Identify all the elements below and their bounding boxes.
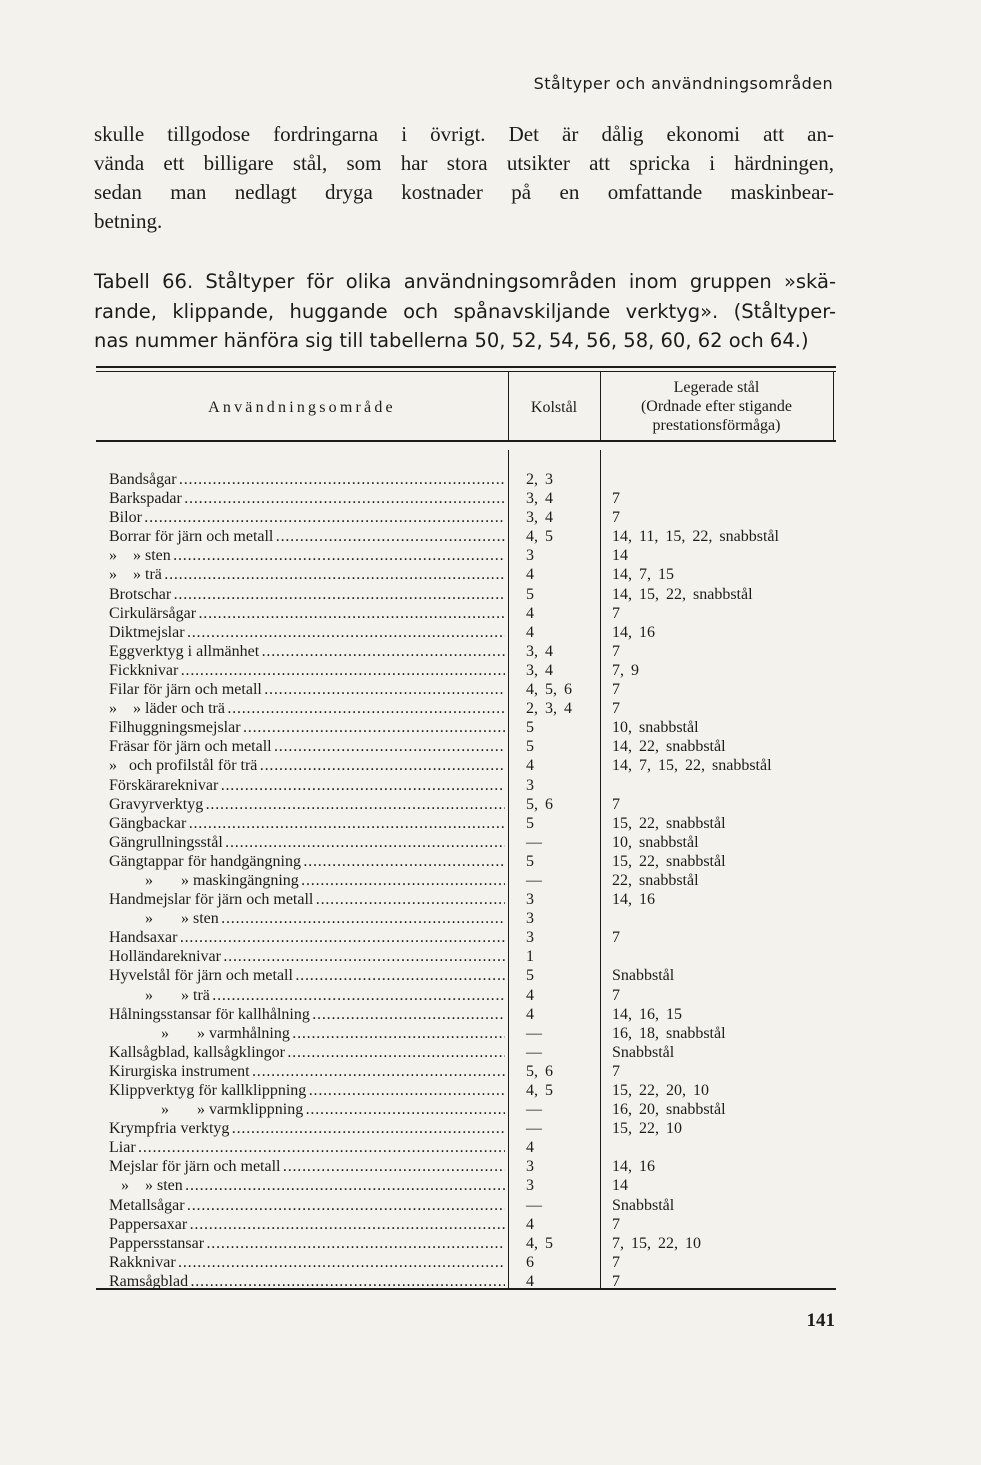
row-name: Metallsågar . . .: [109, 1196, 505, 1215]
row-legerade: 7: [612, 1215, 620, 1233]
row-kolstal: 6: [526, 1253, 534, 1271]
table-row: [96, 546, 836, 565]
row-legerade: 7: [612, 681, 620, 699]
row-legerade: 14, 16: [612, 1158, 655, 1176]
row-name: Fickknivar . . .: [109, 661, 505, 680]
row-legerade: 7: [612, 929, 620, 947]
row-legerade: 7: [612, 1272, 620, 1290]
row-kolstal: 3: [526, 1177, 534, 1195]
top-rule-thick: [96, 366, 836, 368]
row-legerade: 14, 16: [612, 623, 655, 641]
table-row: [96, 947, 836, 966]
row-legerade: 10, snabbstål: [612, 833, 699, 851]
row-name: Gängtappar för handgängning . . .: [109, 852, 505, 871]
row-kolstal: 4: [526, 1139, 534, 1157]
intro-line: betning.: [94, 209, 163, 233]
row-legerade: 7: [612, 1253, 620, 1271]
row-name: Gängbackar . . .: [109, 814, 505, 833]
row-legerade: 7: [612, 642, 620, 660]
intro-line: vända ett billigare stål, som har stora utsikter att spricka i härdningen,: [94, 151, 834, 175]
table-row: [96, 1215, 836, 1234]
intro-line: sedan man nedlagt dryga kostnader på en omfattande maskinbear-: [94, 180, 834, 204]
row-name: Eggverktyg i allmänhet . . .: [109, 642, 505, 661]
row-kolstal: 5: [526, 738, 534, 756]
steel-types-table: [96, 366, 836, 1290]
row-legerade: 7, 9: [612, 661, 639, 679]
row-name: Gravyrverktyg . . .: [109, 795, 505, 814]
row-kolstal: 3: [526, 929, 534, 947]
row-kolstal: 2, 3, 4: [526, 700, 572, 718]
row-legerade: 14, 22, snabbstål: [612, 738, 726, 756]
row-legerade: 7: [612, 509, 620, 527]
table-row: [96, 527, 836, 546]
row-kolstal: 3, 4: [526, 642, 553, 660]
row-name: Borrar för järn och metall . . .: [109, 527, 505, 546]
row-name: Krympfria verktyg . . .: [109, 1119, 505, 1138]
table-row: [96, 756, 836, 775]
row-kolstal: 1: [526, 948, 534, 966]
row-kolstal: 4, 5: [526, 1234, 553, 1252]
table-row: [96, 642, 836, 661]
table-row: [96, 1176, 836, 1195]
row-kolstal: 4: [526, 1215, 534, 1233]
table-row: [96, 565, 836, 584]
row-legerade: Snabbstål: [612, 1196, 675, 1214]
row-kolstal: 4: [526, 1272, 534, 1290]
table-row: [96, 1081, 836, 1100]
table-row: [96, 795, 836, 814]
row-kolstal: —: [526, 1024, 542, 1042]
table-row: [96, 1024, 836, 1043]
row-legerade: 15, 22, snabbstål: [612, 852, 726, 870]
header-legerade-line: (Ordnade efter stigande: [640, 398, 793, 415]
row-kolstal: 3: [526, 891, 534, 909]
row-name: Ramsågblad . . .: [109, 1272, 505, 1291]
row-kolstal: 4, 5: [526, 1082, 553, 1099]
row-kolstal: 5, 6: [526, 1062, 553, 1080]
row-name: Hyvelstål för järn och metall . . .: [109, 966, 505, 985]
row-name: Filhuggningsmejslar . . .: [109, 718, 505, 737]
row-legerade: 10, snabbstål: [612, 719, 699, 737]
table-row: [96, 1157, 836, 1176]
row-name: » » trä . . .: [109, 986, 505, 1005]
row-name: » » sten . . .: [109, 546, 505, 565]
row-kolstal: 3, 4: [526, 490, 553, 508]
row-kolstal: 5: [526, 814, 534, 832]
row-legerade: 14, 15, 22, snabbstål: [612, 585, 753, 603]
row-name: Kirurgiska instrument . . .: [109, 1062, 505, 1081]
row-name: » och profilstål för trä . . .: [109, 756, 505, 775]
row-legerade: 15, 22, 10: [612, 1120, 682, 1138]
row-name: Klippverktyg för kallklippning . . .: [109, 1081, 505, 1100]
table-row: [96, 928, 836, 947]
row-name: Gängrullningsstål . . .: [109, 833, 505, 852]
page-number: 141: [806, 1310, 835, 1331]
row-name: Mejslar för järn och metall . . .: [109, 1157, 505, 1176]
row-name: » » sten . . .: [109, 1176, 505, 1195]
row-name: Cirkulärsågar . . .: [109, 604, 505, 623]
row-name: Holländareknivar . . .: [109, 947, 505, 966]
row-kolstal: 4: [526, 757, 534, 775]
table-row: [96, 585, 836, 604]
row-kolstal: 5, 6: [526, 795, 553, 813]
table-row: [96, 604, 836, 623]
table-row: [96, 1272, 836, 1291]
row-name: » » sten . . .: [109, 909, 505, 928]
table-row: [96, 470, 836, 489]
table-row: [96, 623, 836, 642]
row-name: Brotschar . . .: [109, 585, 505, 604]
row-name: » » varmhålning . . .: [109, 1024, 505, 1043]
table-row: [96, 1119, 836, 1138]
col-divider: [833, 372, 834, 440]
row-name: Handmejslar för järn och metall . . .: [109, 890, 505, 909]
header-kolstal: Kolstål: [530, 399, 578, 416]
table-row: [96, 680, 836, 699]
table-row: [96, 1100, 836, 1119]
row-kolstal: 3: [526, 910, 534, 928]
row-legerade: 7: [612, 795, 620, 813]
row-legerade: 16, 18, snabbstål: [612, 1024, 726, 1042]
row-kolstal: 2, 3: [526, 471, 553, 488]
row-kolstal: 4, 5: [526, 528, 553, 546]
row-kolstal: 3, 4: [526, 509, 553, 527]
row-legerade: 14, 11, 15, 22, snabbstål: [612, 528, 779, 546]
table-row: [96, 489, 836, 508]
running-head: Ståltyper och användningsområden: [533, 74, 833, 93]
intro-paragraph: [94, 120, 834, 236]
row-legerade: 7: [612, 1062, 620, 1080]
row-name: Filar för järn och metall . . .: [109, 680, 505, 699]
row-name: Diktmejslar . . .: [109, 623, 505, 642]
caption-line: Tabell 66. Ståltyper för olika användningsområden inom gruppen »skä-: [94, 270, 836, 293]
table-row: [96, 1196, 836, 1215]
row-kolstal: —: [526, 1196, 542, 1214]
row-legerade: 14, 16, 15: [612, 1005, 682, 1023]
table-row: [96, 909, 836, 928]
row-kolstal: 3: [526, 1158, 534, 1176]
row-name: Barkspadar . . .: [109, 489, 505, 508]
row-legerade: 7: [612, 604, 620, 622]
row-legerade: 14: [612, 547, 628, 565]
row-kolstal: 3: [526, 776, 534, 794]
row-kolstal: —: [526, 1043, 542, 1061]
row-name: Pappersaxar . . .: [109, 1215, 505, 1234]
row-kolstal: 4: [526, 566, 534, 584]
row-legerade: 7: [612, 986, 620, 1004]
row-legerade: 14, 7, 15, 22, snabbstål: [612, 757, 772, 775]
row-name: » » maskingängning . . .: [109, 871, 505, 890]
row-legerade: 14: [612, 1177, 628, 1195]
row-name: Hålningsstansar för kallhålning . . .: [109, 1005, 505, 1024]
row-legerade: 15, 22, snabbstål: [612, 814, 726, 832]
table-row: [96, 776, 836, 795]
table-row: [96, 737, 836, 756]
row-kolstal: 5: [526, 585, 534, 603]
header-area: Användningsområde: [208, 399, 396, 416]
row-name: » » varmklippning . . .: [109, 1100, 505, 1119]
table-row: [96, 1253, 836, 1272]
table-row: [96, 699, 836, 718]
row-kolstal: 4: [526, 1005, 534, 1023]
row-kolstal: —: [526, 1120, 542, 1138]
table-row: [96, 1062, 836, 1081]
table-caption: [94, 267, 836, 356]
table-row: [96, 508, 836, 527]
row-legerade: 7: [612, 700, 620, 718]
row-name: Förskärareknivar . . .: [109, 776, 505, 795]
row-legerade: 14, 7, 15: [612, 566, 674, 584]
row-name: Bilor . . .: [109, 508, 505, 527]
table-row: [96, 1005, 836, 1024]
table-row: [96, 871, 836, 890]
row-kolstal: —: [526, 833, 542, 851]
header-legerade-line: Legerade stål: [673, 379, 760, 396]
top-rule-thin: [96, 371, 836, 372]
header-legerade-line: prestationsförmåga): [652, 417, 781, 434]
table-row: [96, 966, 836, 985]
row-kolstal: 3: [526, 547, 534, 565]
row-kolstal: 4: [526, 623, 534, 641]
row-name: Bandsågar . . .: [109, 470, 505, 489]
header-legerade: [600, 378, 833, 435]
row-kolstal: —: [526, 1101, 542, 1119]
table-row: [96, 1138, 836, 1157]
header-rule: [96, 440, 836, 442]
table-row: [96, 986, 836, 1005]
caption-line: nas nummer hänföra sig till tabellerna 50, 52, 54, 56, 58, 60, 62 och 64.): [94, 329, 809, 352]
row-name: Rakknivar . . .: [109, 1253, 505, 1272]
row-kolstal: —: [526, 871, 542, 889]
table-row: [96, 852, 836, 871]
row-name: » » trä . . .: [109, 565, 505, 584]
row-kolstal: 4: [526, 986, 534, 1004]
table-row: [96, 890, 836, 909]
table-row: [96, 661, 836, 680]
row-kolstal: 3, 4: [526, 661, 553, 679]
table-row: [96, 814, 836, 833]
table-body: [96, 470, 836, 1291]
table-row: [96, 833, 836, 852]
row-name: Handsaxar . . .: [109, 928, 505, 947]
row-legerade: 15, 22, 20, 10: [612, 1082, 709, 1099]
table-row: [96, 718, 836, 737]
row-kolstal: 5: [526, 967, 534, 985]
row-legerade: Snabbstål: [612, 967, 675, 985]
row-kolstal: 5: [526, 719, 534, 737]
row-legerade: 7: [612, 490, 620, 508]
row-legerade: Snabbstål: [612, 1043, 675, 1061]
row-name: Pappersstansar . . .: [109, 1234, 505, 1253]
row-legerade: 7, 15, 22, 10: [612, 1234, 701, 1252]
intro-line: skulle tillgodose fordringarna i övrigt. Det är dålig ekonomi att an-: [94, 122, 834, 146]
row-kolstal: 5: [526, 852, 534, 870]
table-row: [96, 1043, 836, 1062]
table-row: [96, 1234, 836, 1253]
row-name: Fräsar för järn och metall . . .: [109, 737, 505, 756]
row-name: » » läder och trä . . .: [109, 699, 505, 718]
row-legerade: 16, 20, snabbstål: [612, 1101, 726, 1119]
row-legerade: 22, snabbstål: [612, 871, 699, 889]
row-kolstal: 4, 5, 6: [526, 681, 572, 699]
row-legerade: 14, 16: [612, 891, 655, 909]
caption-line: rande, klippande, huggande och spånavskiljande verktyg». (Ståltyper-: [94, 299, 836, 323]
row-kolstal: 4: [526, 604, 534, 622]
row-name: Liar . . .: [109, 1138, 505, 1157]
row-name: Kallsågblad, kallsågklingor . . .: [109, 1043, 505, 1062]
